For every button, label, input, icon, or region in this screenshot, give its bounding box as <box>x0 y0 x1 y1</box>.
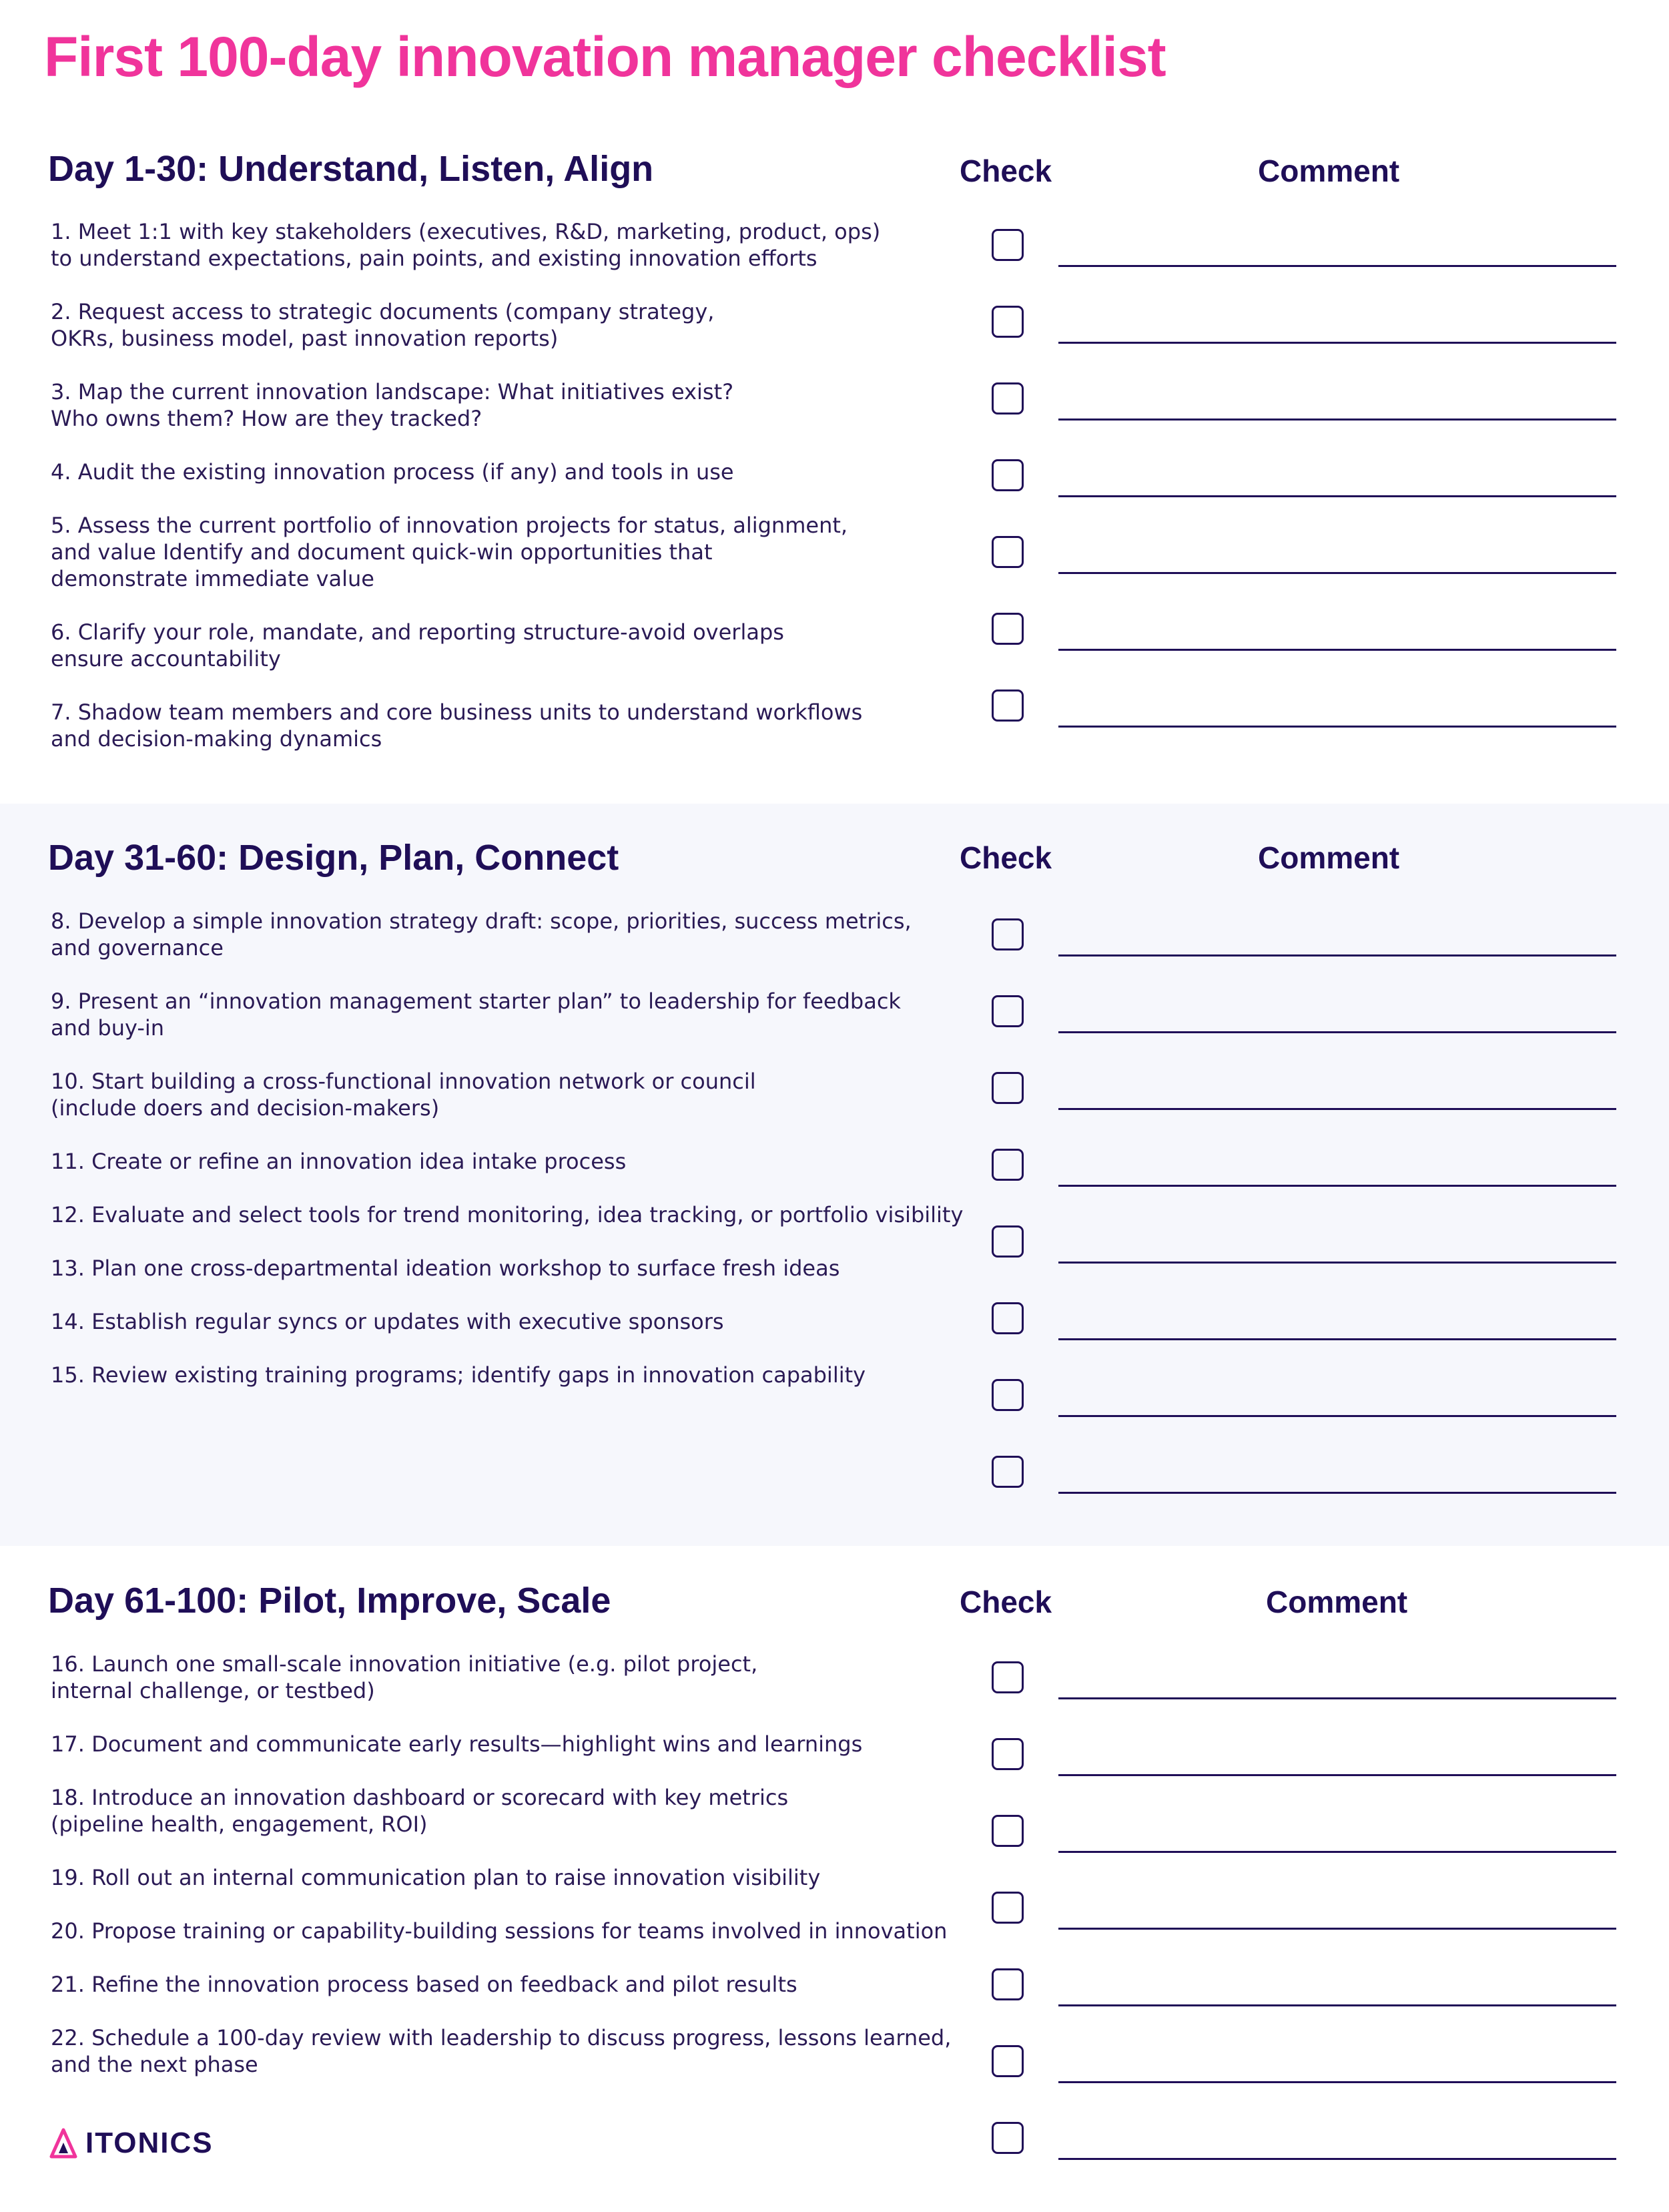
checklist-item-16: 16. Launch one small-scale innovation initiative (e.g. pilot project, internal challenge, or testbed) <box>51 1651 758 1703</box>
checklist-item-3: 3. Map the current innovation landscape: What initiatives exist? Who owns them? How are they tracked? <box>51 379 734 431</box>
check-box-8[interactable] <box>992 918 1024 950</box>
section-1-comment-header: Comment <box>1258 154 1400 188</box>
comment-field-7[interactable] <box>1058 726 1616 728</box>
comment-field-20[interactable] <box>1058 2004 1616 2006</box>
section-2-title: Day 31-60: Design, Plan, Connect <box>48 838 619 878</box>
page-title: First 100-day innovation manager checklist <box>44 25 1166 88</box>
checklist-item-11: 11. Create or refine an innovation idea intake process <box>51 1149 627 1174</box>
comment-field-22[interactable] <box>1058 2158 1616 2160</box>
comment-field-12[interactable] <box>1058 1262 1616 1264</box>
check-box-20[interactable] <box>992 1968 1024 2000</box>
checklist-item-4: 4. Audit the existing innovation process (if any) and tools in use <box>51 459 734 485</box>
checklist-item-10: 10. Start building a cross-functional innovation network or council (include doers and decision-makers) <box>51 1069 756 1121</box>
comment-field-10[interactable] <box>1058 1108 1616 1110</box>
comment-field-1[interactable] <box>1058 265 1616 267</box>
checklist-item-8: 8. Develop a simple innovation strategy draft: scope, priorities, success metrics, and governance <box>51 908 912 960</box>
check-box-16[interactable] <box>992 1661 1024 1693</box>
checklist-item-20: 20. Propose training or capability-building sessions for teams involved in innovation <box>51 1918 948 1944</box>
checklist-item-1: 1. Meet 1:1 with key stakeholders (executives, R&D, marketing, product, ops) to understand expectations, pain points, and existing innovation efforts <box>51 219 881 271</box>
check-box-10[interactable] <box>992 1072 1024 1104</box>
checklist-item-2: 2. Request access to strategic documents (company strategy, OKRs, business model, past innovation reports) <box>51 299 715 351</box>
checklist-item-12: 12. Evaluate and select tools for trend monitoring, idea tracking, or portfolio visibility <box>51 1202 964 1227</box>
comment-field-14[interactable] <box>1058 1415 1616 1417</box>
checklist-item-18: 18. Introduce an innovation dashboard or scorecard with key metrics (pipeline health, engagement, ROI) <box>51 1785 789 1837</box>
comment-field-4[interactable] <box>1058 495 1616 497</box>
check-box-21[interactable] <box>992 2045 1024 2077</box>
check-box-17[interactable] <box>992 1738 1024 1770</box>
comment-field-13[interactable] <box>1058 1338 1616 1340</box>
check-box-22[interactable] <box>992 2122 1024 2154</box>
itonics-logo <box>49 2127 223 2160</box>
comment-field-19[interactable] <box>1058 1928 1616 1930</box>
logo-text: ITONICS <box>85 2127 214 2159</box>
check-box-4[interactable] <box>992 459 1024 491</box>
section-2-comment-header: Comment <box>1258 840 1400 875</box>
checklist-item-13: 13. Plan one cross-departmental ideation workshop to surface fresh ideas <box>51 1256 840 1281</box>
comment-field-21[interactable] <box>1058 2081 1616 2083</box>
checklist-item-7: 7. Shadow team members and core business units to understand workflows and decision-making dynamics <box>51 700 863 752</box>
comment-field-9[interactable] <box>1058 1031 1616 1033</box>
check-box-15[interactable] <box>992 1456 1024 1488</box>
checklist-item-21: 21. Refine the innovation process based on feedback and pilot results <box>51 1972 797 1997</box>
check-box-12[interactable] <box>992 1225 1024 1258</box>
checklist-item-6: 6. Clarify your role, mandate, and reporting structure-avoid overlaps ensure accountability <box>51 619 784 671</box>
checklist-item-22: 22. Schedule a 100-day review with leadership to discuss progress, lessons learned, and the next phase <box>51 2025 952 2077</box>
triangle-logo-icon <box>49 2128 77 2159</box>
comment-field-15[interactable] <box>1058 1492 1616 1494</box>
check-box-18[interactable] <box>992 1815 1024 1847</box>
check-box-14[interactable] <box>992 1379 1024 1411</box>
section-2-check-header: Check <box>960 840 1052 875</box>
checklist-item-14: 14. Establish regular syncs or updates with executive sponsors <box>51 1309 724 1334</box>
section-1-check-header: Check <box>960 154 1052 188</box>
check-box-9[interactable] <box>992 995 1024 1027</box>
comment-field-3[interactable] <box>1058 419 1616 421</box>
section-1-title: Day 1-30: Understand, Listen, Align <box>48 149 654 189</box>
comment-field-2[interactable] <box>1058 342 1616 344</box>
section-3-comment-header: Comment <box>1266 1585 1408 1619</box>
check-box-19[interactable] <box>992 1892 1024 1924</box>
comment-field-6[interactable] <box>1058 649 1616 651</box>
comment-field-8[interactable] <box>1058 954 1616 956</box>
checklist-item-15: 15. Review existing training programs; identify gaps in innovation capability <box>51 1362 866 1388</box>
check-box-6[interactable] <box>992 613 1024 645</box>
section-3-title: Day 61-100: Pilot, Improve, Scale <box>48 1581 611 1621</box>
comment-field-16[interactable] <box>1058 1697 1616 1699</box>
check-box-5[interactable] <box>992 536 1024 568</box>
checklist-item-9: 9. Present an “innovation management starter plan” to leadership for feedback and buy-in <box>51 989 901 1041</box>
comment-field-17[interactable] <box>1058 1774 1616 1776</box>
comment-field-11[interactable] <box>1058 1185 1616 1187</box>
check-box-13[interactable] <box>992 1302 1024 1334</box>
check-box-7[interactable] <box>992 689 1024 722</box>
checklist-item-19: 19. Roll out an internal communication plan to raise innovation visibility <box>51 1865 821 1890</box>
checklist-item-17: 17. Document and communicate early results—highlight wins and learnings <box>51 1731 863 1757</box>
checklist-item-5: 5. Assess the current portfolio of innovation projects for status, alignment, and value Identify and document quick-win opportunities that demonstrate immediate value <box>51 513 848 591</box>
check-box-2[interactable] <box>992 306 1024 338</box>
check-box-11[interactable] <box>992 1149 1024 1181</box>
section-3-check-header: Check <box>960 1585 1052 1619</box>
check-box-3[interactable] <box>992 382 1024 414</box>
comment-field-5[interactable] <box>1058 572 1616 574</box>
comment-field-18[interactable] <box>1058 1851 1616 1853</box>
check-box-1[interactable] <box>992 229 1024 261</box>
